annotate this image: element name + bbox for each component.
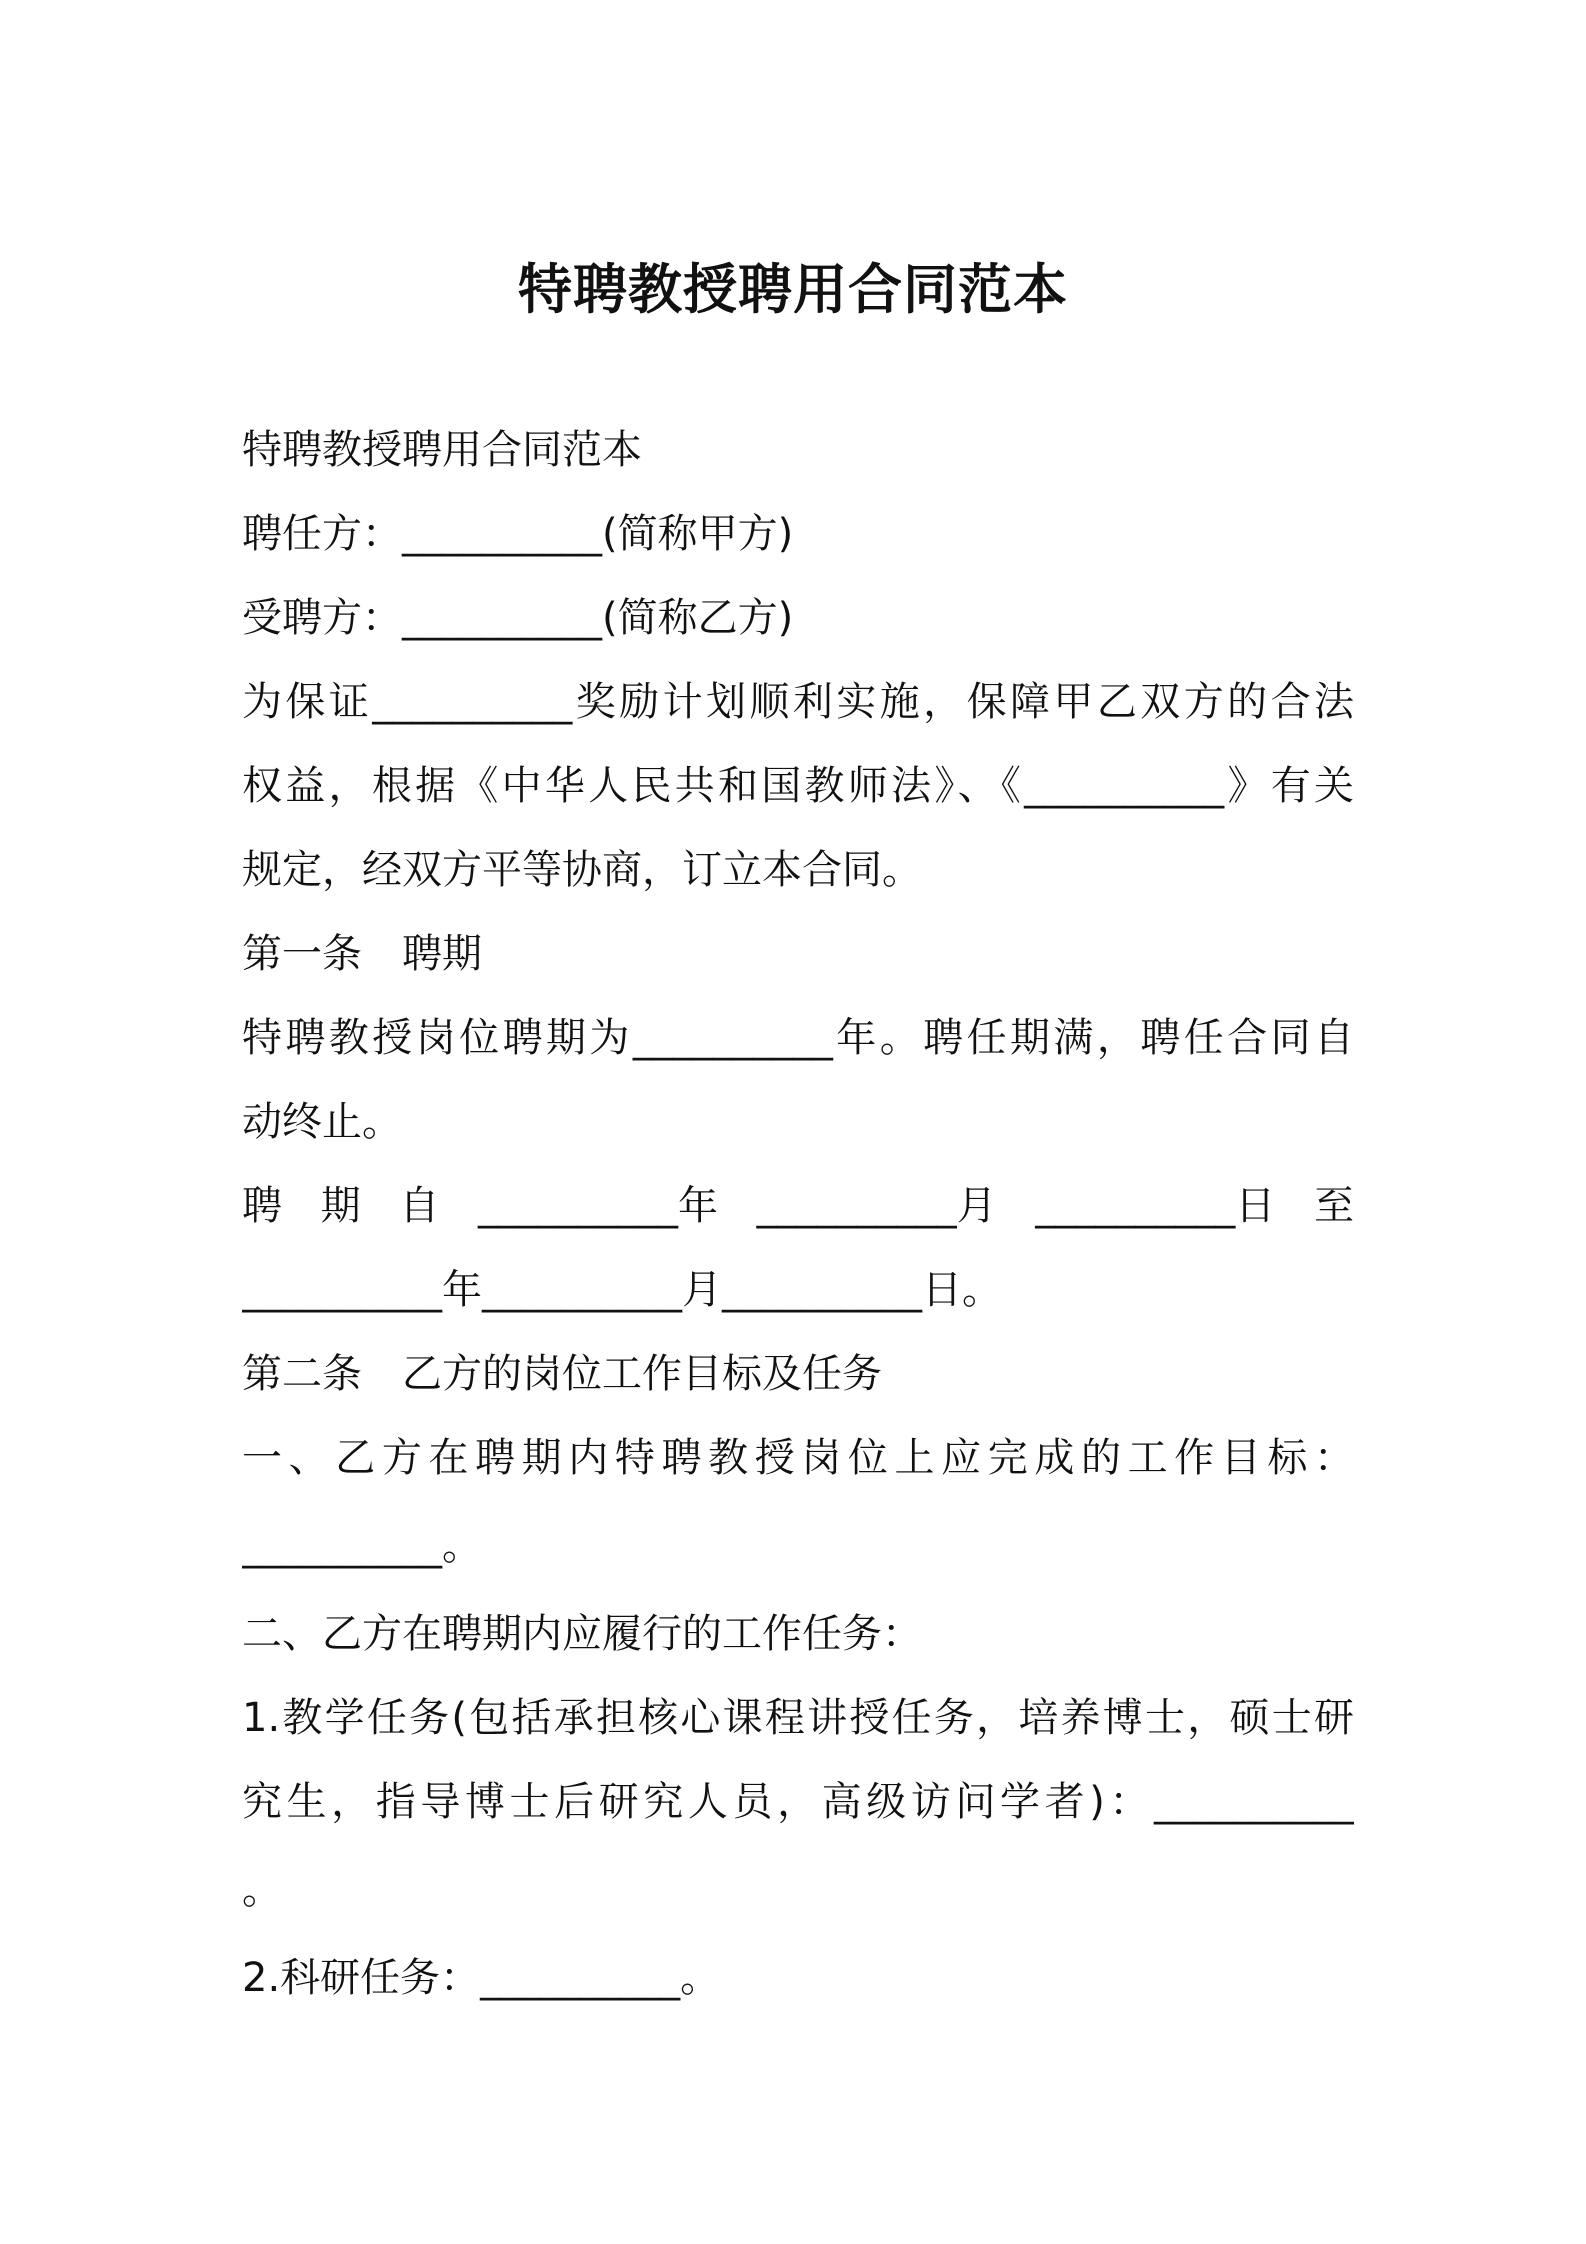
period-part: 聘 bbox=[242, 1183, 282, 1229]
period-part: 至 bbox=[1313, 1183, 1354, 1229]
period-line-2: __________年__________月__________日。 bbox=[242, 1267, 1002, 1313]
research-line: 2.科研任务：__________。 bbox=[242, 1955, 721, 2001]
article-2-heading: 第二条 乙方的岗位工作目标及任务 bbox=[242, 1351, 882, 1397]
document-title: 特聘教授聘用合同范本 bbox=[518, 258, 1068, 321]
article-1-heading: 第一条 聘期 bbox=[242, 931, 482, 977]
preamble-line-2: 权益，根据《中华人民共和国教师法》、《__________》有关 bbox=[242, 763, 1354, 809]
teaching-line-3: 。 bbox=[242, 1867, 282, 1913]
term-line-1: 特聘教授岗位聘期为__________年。聘任期满，聘任合同自 bbox=[242, 1015, 1354, 1061]
period-part: 自 bbox=[399, 1183, 440, 1229]
employee-line: 受聘方：__________(简称乙方) bbox=[242, 595, 794, 641]
document-body bbox=[242, 408, 1354, 2020]
goal-line-1: 一、乙方在聘期内特聘教授岗位上应完成的工作目标： bbox=[242, 1435, 1354, 1481]
subtitle-line: 特聘教授聘用合同范本 bbox=[242, 427, 642, 473]
period-line-1 bbox=[242, 1164, 1354, 1248]
period-part: __________年 bbox=[477, 1183, 718, 1229]
period-part: __________日 bbox=[1035, 1183, 1276, 1229]
employer-line: 聘任方：__________(简称甲方) bbox=[242, 511, 794, 557]
period-part: __________月 bbox=[756, 1183, 997, 1229]
goal-line-2: __________。 bbox=[242, 1523, 482, 1569]
preamble-line-1: 为保证__________奖励计划顺利实施，保障甲乙双方的合法 bbox=[242, 679, 1354, 725]
tasks-heading: 二、乙方在聘期内应履行的工作任务： bbox=[242, 1611, 922, 1657]
teaching-line-1: 1.教学任务(包括承担核心课程讲授任务，培养博士，硕士研 bbox=[242, 1695, 1354, 1741]
period-part: 期 bbox=[320, 1183, 361, 1229]
term-line-2: 动终止。 bbox=[242, 1099, 402, 1145]
preamble-line-3: 规定，经双方平等协商，订立本合同。 bbox=[242, 847, 922, 893]
teaching-line-2: 究生，指导博士后研究人员，高级访问学者)：__________ bbox=[242, 1779, 1354, 1825]
